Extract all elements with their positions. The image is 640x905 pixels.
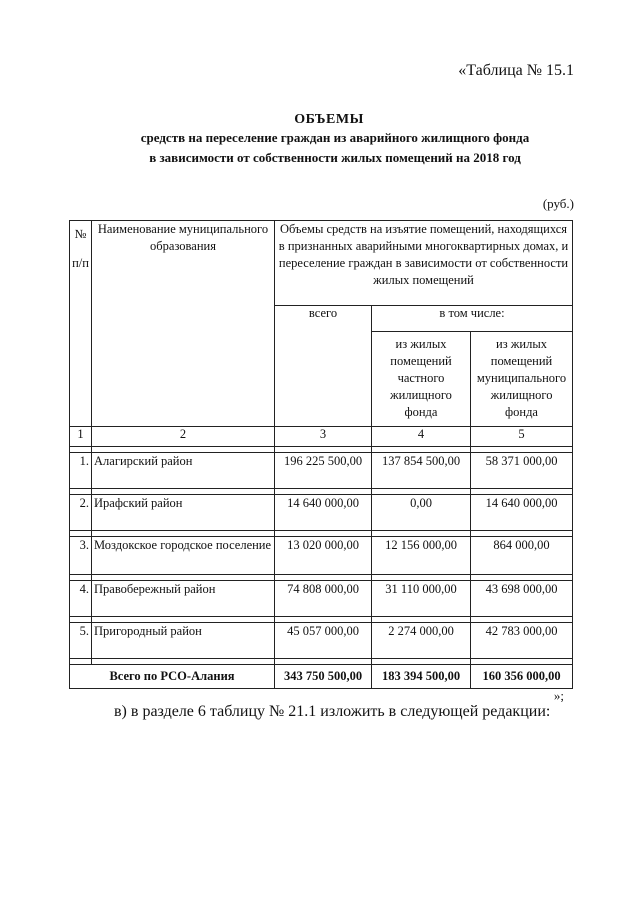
row-private: 2 274 000,00 bbox=[372, 623, 471, 659]
header-municipality-label: Наименование муниципального образования bbox=[97, 222, 269, 253]
closing-quote: »; bbox=[553, 688, 564, 703]
column-number: 2 bbox=[92, 427, 275, 447]
table-row bbox=[70, 453, 573, 489]
table-row bbox=[70, 495, 573, 531]
row-municipality: Ирафский район bbox=[92, 495, 275, 531]
column-number: 5 bbox=[471, 427, 573, 447]
table-row bbox=[70, 623, 573, 659]
title-main: ОБЪЕМЫ bbox=[294, 112, 364, 127]
column-number: 4 bbox=[372, 427, 471, 447]
total-label: Всего по РСО-Алания bbox=[70, 665, 275, 689]
row-total: 14 640 000,00 bbox=[275, 495, 372, 531]
header-municipal-fund: из жилых помещений муниципального жилищного фонда bbox=[471, 332, 573, 427]
row-number: 5. bbox=[70, 623, 92, 659]
total-sum: 343 750 500,00 bbox=[275, 665, 372, 689]
header-municipality bbox=[92, 221, 275, 427]
total-municipal: 160 356 000,00 bbox=[471, 665, 573, 689]
column-number-row bbox=[70, 427, 573, 447]
row-municipality: Правобережный район bbox=[92, 581, 275, 617]
row-municipal: 43 698 000,00 bbox=[471, 581, 573, 617]
row-total: 45 057 000,00 bbox=[275, 623, 372, 659]
row-total: 196 225 500,00 bbox=[275, 453, 372, 489]
total-row bbox=[70, 665, 573, 689]
column-number: 3 bbox=[275, 427, 372, 447]
title-line-2: в зависимости от собственности жилых помещений на 2018 год bbox=[149, 150, 521, 165]
header-number bbox=[70, 221, 92, 427]
row-private: 0,00 bbox=[372, 495, 471, 531]
header-private-fund: из жилых помещений частного жилищного фонда bbox=[372, 332, 471, 427]
row-municipal: 42 783 000,00 bbox=[471, 623, 573, 659]
row-municipality: Пригородный район bbox=[92, 623, 275, 659]
row-municipal: 14 640 000,00 bbox=[471, 495, 573, 531]
row-municipality: Алагирский район bbox=[92, 453, 275, 489]
document-title bbox=[0, 112, 640, 168]
header-number-abbr: п/п bbox=[72, 256, 89, 270]
table-row bbox=[70, 537, 573, 575]
currency-note: (руб.) bbox=[542, 196, 574, 211]
header-number-symbol: № bbox=[74, 227, 87, 241]
row-municipal: 58 371 000,00 bbox=[471, 453, 573, 489]
row-private: 12 156 000,00 bbox=[372, 537, 471, 575]
total-private: 183 394 500,00 bbox=[372, 665, 471, 689]
row-number: 3. bbox=[70, 537, 92, 575]
row-number: 1. bbox=[70, 453, 92, 489]
row-municipality: Моздокское городское поселение bbox=[92, 537, 275, 575]
row-total: 13 020 000,00 bbox=[275, 537, 372, 575]
funding-table bbox=[69, 220, 573, 689]
table-row bbox=[70, 581, 573, 617]
instruction-text: в) в разделе 6 таблицу № 21.1 изложить в следующей редакции: bbox=[114, 703, 551, 720]
header-group: Объемы средств на изъятие помещений, находящихся в признанных аварийными многоквартирных домах, и переселение граждан в зависимости от собственности жилых помещений bbox=[275, 221, 573, 306]
row-private: 137 854 500,00 bbox=[372, 453, 471, 489]
title-line-1: средств на переселение граждан из аварийного жилищного фонда bbox=[140, 130, 530, 145]
row-private: 31 110 000,00 bbox=[372, 581, 471, 617]
row-total: 74 808 000,00 bbox=[275, 581, 372, 617]
row-municipal: 864 000,00 bbox=[471, 537, 573, 575]
header-including: в том числе: bbox=[372, 306, 573, 332]
table-number-label: «Таблица № 15.1 bbox=[458, 62, 574, 79]
row-number: 2. bbox=[70, 495, 92, 531]
row-number: 4. bbox=[70, 581, 92, 617]
column-number: 1 bbox=[70, 427, 92, 447]
header-total: всего bbox=[275, 306, 372, 427]
